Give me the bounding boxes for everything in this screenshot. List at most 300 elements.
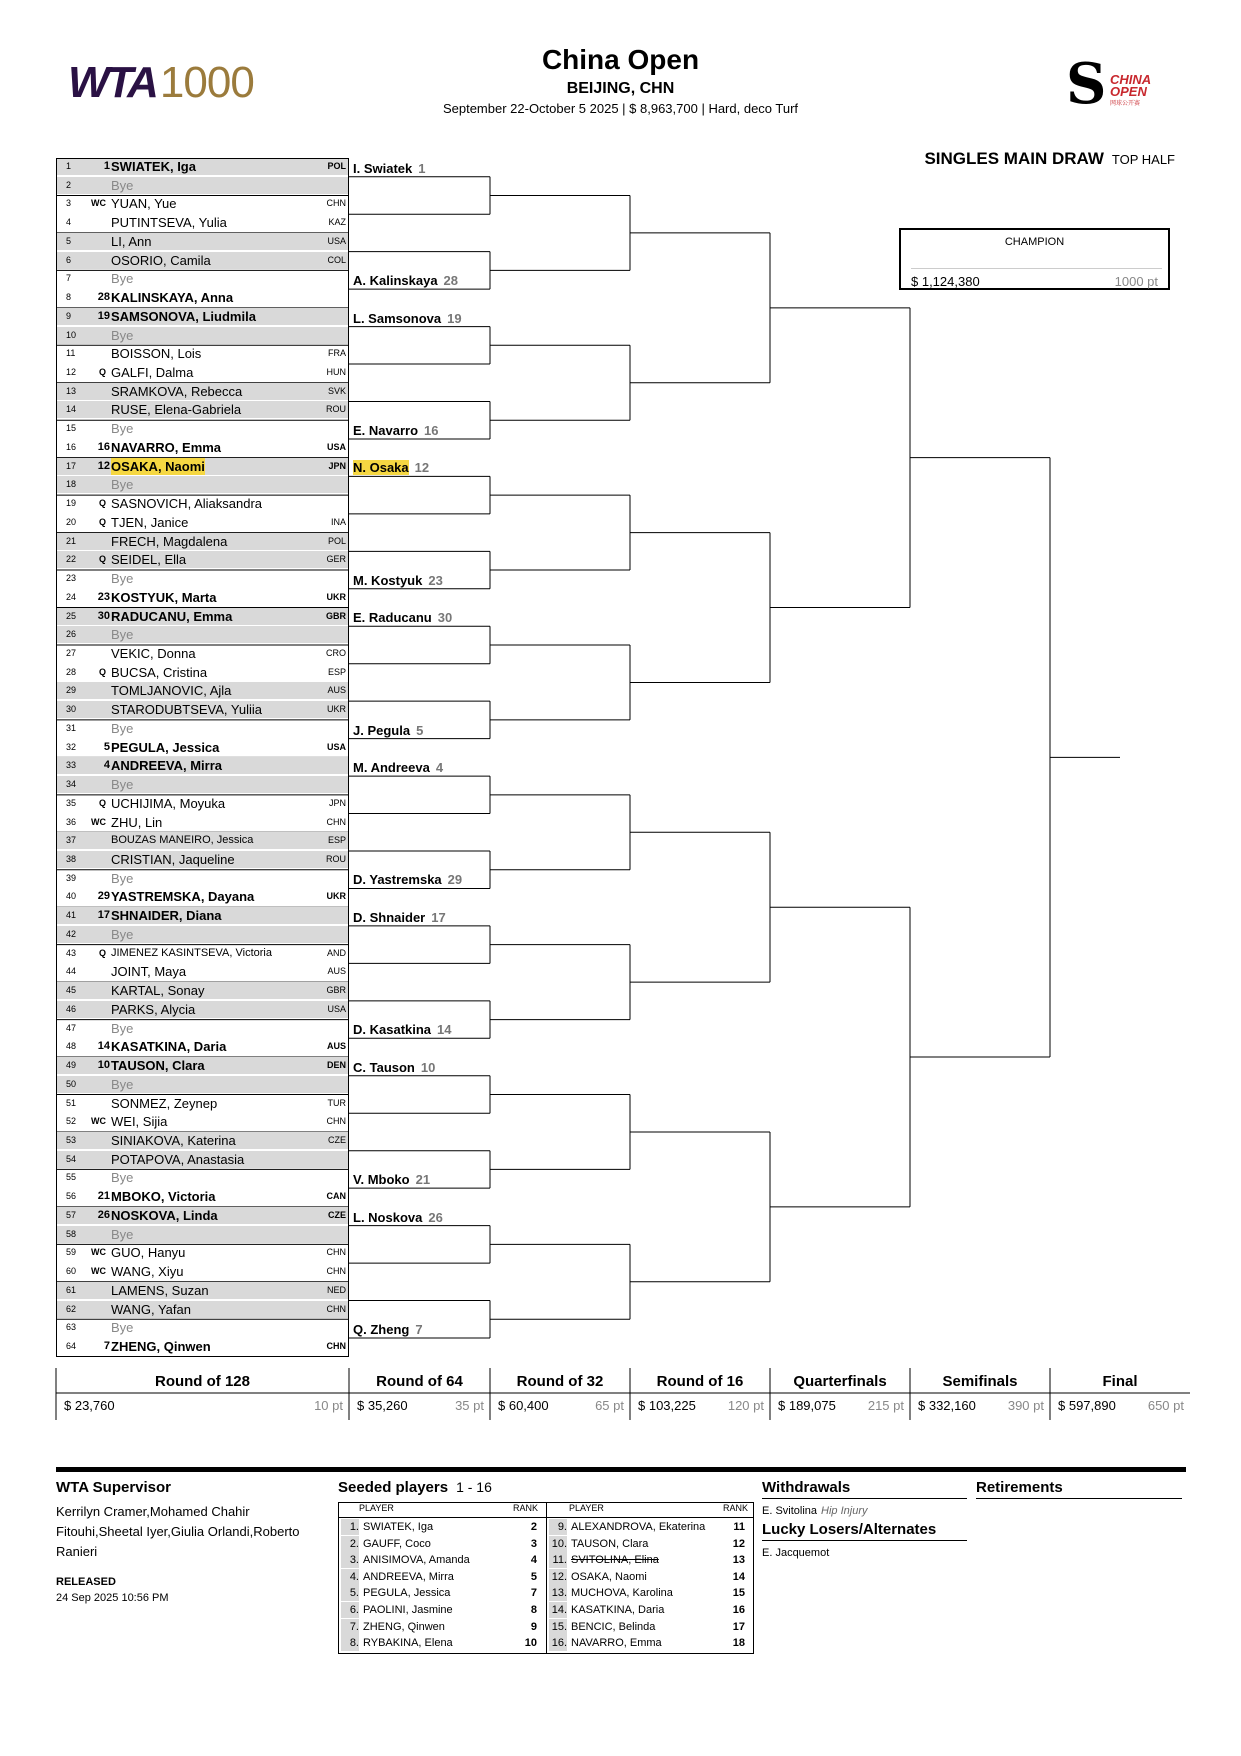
draw-row [56, 795, 349, 812]
draw-row [56, 420, 349, 437]
nationality: AUS [327, 966, 346, 977]
draw-row [56, 870, 349, 887]
nationality: POL [327, 535, 346, 546]
seed-player: ANISIMOVA, Amanda [363, 1554, 470, 1567]
seed-rank: 5 [530, 1570, 537, 1583]
winner-name: M. Andreeva [353, 760, 430, 776]
seeded-heading: Seeded players 1 - 16 [338, 1479, 492, 1496]
player-name: VEKIC, Donna [111, 645, 196, 661]
seed-row [549, 1519, 751, 1535]
winner-seed: 16 [424, 422, 439, 438]
draw-row [56, 963, 349, 980]
draw-position: 22 [66, 554, 77, 565]
nationality: DEN [326, 1060, 346, 1071]
nationality: NED [326, 1284, 346, 1295]
seed-number: 23 [97, 590, 110, 603]
nationality: USA [327, 235, 346, 246]
draw-position: 43 [66, 947, 77, 958]
round-name: Round of 64 [376, 1373, 463, 1390]
winner-seed: 4 [435, 760, 444, 776]
round-64-winner [353, 610, 452, 626]
draw-position: 49 [66, 1060, 77, 1071]
seed-number: 5 [103, 740, 110, 753]
draw-position: 46 [66, 1003, 77, 1014]
round-64-winner [353, 1210, 443, 1226]
ranking-points: 65 pt [595, 1398, 624, 1413]
nationality: USA [326, 441, 346, 452]
draw-row [56, 252, 349, 269]
seed-player: KASATKINA, Daria [571, 1604, 665, 1616]
lucky-losers-heading: Lucky Losers/Alternates [762, 1521, 967, 1541]
round-64-winner [353, 460, 429, 476]
player-name: SASNOVICH, Aliaksandra [111, 496, 263, 512]
draw-row [56, 926, 349, 943]
player-name: Bye [111, 1170, 134, 1186]
winner-seed: 29 [447, 872, 463, 888]
seed-row [341, 1635, 543, 1651]
winner-seed: 28 [443, 273, 459, 289]
entry-type: Q [98, 498, 106, 509]
draw-position: 25 [66, 610, 77, 621]
winner-seed: 23 [428, 572, 443, 588]
draw-position: 62 [66, 1303, 77, 1314]
player-name: Bye [111, 1020, 134, 1036]
draw-position: 53 [66, 1134, 77, 1145]
player-name: BOUZAS MANEIRO, Jessica [111, 834, 254, 847]
seed-index: 16. [549, 1635, 567, 1651]
seed-number: 16 [97, 440, 110, 453]
seed-player: ANDREEVA, Mirra [363, 1570, 454, 1583]
draw-position: 24 [66, 591, 77, 602]
nationality: CRO [326, 647, 346, 658]
seed-row [341, 1585, 543, 1601]
draw-row [56, 327, 349, 344]
draw-row [56, 1151, 349, 1168]
draw-row [56, 1188, 349, 1205]
draw-position: 32 [66, 741, 77, 752]
draw-position: 59 [66, 1247, 77, 1258]
round-64-winner [353, 1322, 423, 1338]
seed-number: 29 [97, 890, 110, 903]
seed-rank: 11 [733, 1521, 745, 1533]
round-prize [498, 1398, 630, 1413]
player-name: PEGULA, Jessica [111, 739, 220, 755]
winner-seed: 19 [447, 310, 462, 326]
draw-row [56, 1263, 349, 1280]
draw-row [56, 158, 349, 175]
seed-row [549, 1536, 751, 1552]
nationality: ESP [327, 666, 346, 677]
seed-player: RYBAKINA, Elena [363, 1637, 453, 1650]
draw-row [56, 289, 349, 306]
round-prize [1058, 1398, 1190, 1413]
player-name: TOMLJANOVIC, Ajla [111, 683, 232, 699]
draw-row [56, 907, 349, 924]
nationality: JPN [328, 460, 346, 471]
winner-seed: 5 [416, 722, 424, 738]
draw-row [56, 945, 349, 962]
seed-rank: 12 [732, 1537, 745, 1550]
nationality: ESP [327, 835, 346, 846]
winner-seed: 26 [428, 1209, 443, 1225]
tournament-location: BEIJING, CHN [566, 80, 675, 97]
player-name: Bye [111, 777, 134, 793]
draw-row [56, 851, 349, 868]
player-name: Bye [111, 870, 134, 886]
draw-position: 51 [66, 1097, 77, 1108]
round-prize [918, 1398, 1050, 1413]
round-name: Final [1102, 1373, 1138, 1390]
nationality: CZE [328, 1209, 346, 1220]
seed-col-header: RANK [513, 1503, 539, 1513]
player-name: STARODUBTSEVA, Yuliia [111, 702, 262, 718]
player-name: SEIDEL, Ella [111, 552, 187, 568]
draw-position: 31 [66, 722, 77, 733]
winner-seed: 14 [437, 1022, 452, 1038]
winner-seed: 12 [414, 460, 430, 476]
round-64-winner [353, 872, 462, 888]
released-date: 24 Sep 2025 10:56 PM [56, 1592, 169, 1604]
draw-row [56, 701, 349, 718]
player-name: ANDREEVA, Mirra [111, 758, 223, 774]
draw-position: 17 [66, 460, 77, 471]
nationality: TUR [327, 1097, 346, 1108]
nationality: FRA [328, 348, 346, 359]
player-name: ZHENG, Qinwen [111, 1338, 211, 1354]
winner-name: N. Osaka [353, 460, 409, 476]
player-name: Bye [111, 720, 134, 736]
player-name: POTAPOVA, Anastasia [111, 1151, 245, 1167]
winner-name: D. Shnaider [353, 909, 426, 925]
round-64-winner [353, 1060, 435, 1076]
ranking-points: 10 pt [314, 1398, 343, 1413]
seed-row [549, 1635, 751, 1651]
supervisor-names: Kerrilyn Cramer,Mohamed Chahir Fitouhi,Sheetal Iyer,Giulia Orlandi,Roberto Ranieri [56, 1504, 300, 1559]
seed-player: BENCIC, Belinda [571, 1620, 656, 1633]
prize-money: $ 103,225 [638, 1398, 696, 1413]
seed-number: 14 [97, 1040, 110, 1053]
draw-row [56, 1113, 349, 1130]
nationality: UKR [326, 704, 346, 715]
draw-row [56, 551, 349, 568]
player-name: OSORIO, Camila [111, 252, 211, 268]
entry-type: Q [98, 666, 106, 677]
winner-name: D. Yastremska [353, 872, 442, 888]
player-name: PUTINTSEVA, Yulia [111, 215, 227, 231]
seed-player: GAUFF, Coco [363, 1537, 431, 1550]
round-name: Round of 16 [656, 1373, 744, 1390]
draw-position: 47 [66, 1022, 77, 1033]
winner-name: L. Noskova [353, 1209, 423, 1225]
seed-index: 10. [549, 1536, 567, 1552]
seed-row [341, 1569, 543, 1585]
seed-rank: 7 [530, 1587, 537, 1600]
draw-row [56, 345, 349, 362]
prize-money: $ 597,890 [1058, 1398, 1116, 1413]
draw-position: 18 [66, 479, 77, 490]
round-prize [64, 1398, 349, 1413]
nationality: CAN [326, 1191, 346, 1202]
draw-row [56, 195, 349, 212]
draw-position: 16 [66, 441, 77, 452]
seed-index: 15. [549, 1619, 567, 1635]
draw-position: 58 [66, 1228, 77, 1239]
draw-title: SINGLES MAIN DRAW TOP HALF [924, 149, 1175, 168]
entry-type: WC [91, 1247, 106, 1258]
seed-rank: 9 [530, 1620, 537, 1633]
nationality: CHN [326, 816, 346, 827]
draw-position: 55 [66, 1172, 77, 1183]
draw-position: 28 [66, 666, 77, 677]
nationality: JPN [328, 797, 346, 808]
winner-name: E. Navarro [353, 422, 419, 438]
seed-row [341, 1619, 543, 1635]
draw-position: 27 [66, 647, 77, 658]
draw-position: 61 [66, 1284, 77, 1295]
draw-row [56, 645, 349, 662]
draw-position: 26 [66, 629, 77, 640]
winner-seed: 21 [415, 1172, 431, 1188]
seed-rank: 8 [530, 1604, 537, 1616]
draw-position: 38 [66, 854, 77, 864]
player-name: CRISTIAN, Jaqueline [111, 852, 235, 867]
draw-row [56, 233, 349, 250]
round-64-winner [353, 161, 425, 177]
draw-position: 5 [66, 235, 72, 246]
lucky-loser-item: E. Jacquemot [762, 1547, 830, 1559]
draw-row [56, 664, 349, 681]
draw-row [56, 1319, 349, 1336]
draw-position: 36 [66, 816, 77, 827]
draw-row [56, 1282, 349, 1299]
entry-type: Q [98, 367, 106, 378]
seed-index: 14. [549, 1602, 567, 1618]
player-name: KARTAL, Sonay [111, 983, 205, 999]
draw-row [56, 1057, 349, 1074]
draw-position: 45 [66, 985, 77, 996]
draw-row [56, 1038, 349, 1055]
player-name: Bye [111, 627, 134, 643]
draw-position: 56 [66, 1191, 77, 1202]
seed-index: 8. [341, 1635, 359, 1651]
player-name: LI, Ann [111, 233, 152, 249]
draw-row [56, 589, 349, 606]
seed-row [549, 1602, 751, 1618]
entry-type: Q [98, 797, 106, 808]
round-64-winner [353, 1172, 430, 1188]
draw-position: 15 [66, 423, 77, 434]
seeded-players-table [338, 1502, 754, 1654]
round-name: Round of 32 [516, 1373, 604, 1390]
round-prize [357, 1398, 490, 1413]
seed-index: 5. [341, 1585, 359, 1601]
player-name: TJEN, Janice [111, 514, 189, 530]
nationality: AND [326, 947, 346, 958]
player-name: WEI, Sijia [111, 1114, 168, 1130]
prize-money: $ 60,400 [498, 1398, 549, 1413]
wta-logo-text: WTA [68, 58, 156, 107]
round-64-winner [353, 273, 458, 289]
draw-position: 30 [66, 704, 77, 715]
draw-row [56, 570, 349, 587]
winner-seed: 7 [415, 1321, 423, 1337]
player-name: BOISSON, Lois [111, 346, 202, 362]
player-name: Bye [111, 571, 134, 587]
divider [56, 1467, 1186, 1472]
draw-position: 9 [66, 310, 72, 321]
winner-seed: 30 [437, 610, 453, 626]
nationality: GBR [326, 985, 346, 996]
player-name: SWIATEK, Iga [111, 159, 196, 174]
nationality: CHN [326, 1266, 346, 1277]
player-name: NOSKOVA, Linda [111, 1207, 218, 1223]
draw-row [56, 383, 349, 400]
seed-player: PEGULA, Jessica [363, 1587, 451, 1600]
draw-position: 2 [66, 179, 72, 190]
ranking-points: 35 pt [455, 1398, 484, 1413]
draw-row [56, 626, 349, 643]
draw-position: 1 [66, 161, 72, 171]
draw-row [56, 1244, 349, 1261]
player-name: MBOKO, Victoria [111, 1189, 216, 1205]
seed-row [549, 1552, 751, 1568]
draw-row [56, 1207, 349, 1224]
nationality: GBR [326, 610, 346, 621]
draw-position: 33 [66, 760, 77, 771]
draw-position: 63 [66, 1322, 77, 1333]
draw-position: 23 [66, 573, 77, 584]
seed-number: 28 [97, 291, 110, 304]
draw-row [56, 1301, 349, 1318]
seed-number: 21 [97, 1190, 110, 1203]
seed-player: ALEXANDROVA, Ekaterina [571, 1521, 706, 1533]
draw-position: 3 [66, 198, 72, 209]
draw-row [56, 682, 349, 699]
draw-position: 64 [66, 1340, 77, 1351]
player-name: WANG, Yafan [111, 1301, 191, 1317]
prize-money: $ 35,260 [357, 1398, 408, 1413]
seed-rank: 14 [732, 1570, 745, 1583]
player-name: Bye [111, 1226, 134, 1242]
draw-position: 13 [66, 385, 77, 396]
round-64-winner [353, 573, 443, 589]
entry-type: Q [98, 554, 106, 565]
champion-prize: $ 1,124,380 [911, 274, 980, 289]
released-label: RELEASED [56, 1576, 116, 1588]
draw-position: 29 [66, 685, 77, 696]
champion-points: 1000 pt [1114, 274, 1158, 289]
wta-tier-text: 1000 [159, 58, 254, 107]
player-name: PARKS, Alycia [111, 1001, 196, 1017]
china-open-logo: S CHINA OPEN 网球公开赛 [1066, 51, 1152, 117]
draw-position: 12 [66, 367, 77, 378]
draw-position: 39 [66, 872, 77, 883]
draw-row [56, 1226, 349, 1243]
draw-position: 42 [66, 928, 77, 939]
prize-money: $ 332,160 [918, 1398, 976, 1413]
seed-index: 2. [341, 1536, 359, 1552]
seed-number: 1 [103, 160, 110, 172]
winner-name: J. Pegula [353, 722, 411, 738]
draw-position: 44 [66, 966, 77, 977]
draw-row [56, 720, 349, 737]
tournament-info: September 22-October 5 2025 | $ 8,963,700 | Hard, deco Turf [442, 101, 799, 116]
round-64-winner [353, 423, 439, 439]
entry-type: WC [91, 816, 106, 827]
round-name: Semifinals [942, 1373, 1018, 1390]
draw-row [56, 533, 349, 550]
seed-row [341, 1552, 543, 1568]
round-name: Quarterfinals [793, 1373, 887, 1390]
winner-name: I. Swiatek [353, 160, 413, 176]
entry-type: WC [91, 1116, 106, 1127]
round-64-winner [353, 723, 423, 739]
player-name: KALINSKAYA, Anna [111, 290, 234, 306]
draw-row [56, 1095, 349, 1112]
winner-name: L. Samsonova [353, 310, 442, 326]
seed-rank: 2 [530, 1521, 537, 1533]
player-name: SONMEZ, Zeynep [111, 1095, 218, 1111]
draw-position: 7 [66, 273, 72, 284]
draw-row [56, 832, 349, 849]
draw-row [56, 364, 349, 381]
seed-rank: 10 [524, 1637, 537, 1650]
seed-player: NAVARRO, Emma [571, 1637, 662, 1650]
seed-rank: 18 [732, 1637, 745, 1650]
seed-number: 7 [103, 1339, 110, 1352]
seed-index: 3. [341, 1552, 359, 1568]
draw-position: 35 [66, 797, 77, 808]
draw-half: TOP HALF [1111, 152, 1175, 167]
draw-position: 60 [66, 1266, 77, 1277]
seed-number: 17 [97, 909, 110, 922]
nationality: CHN [326, 1340, 346, 1351]
nationality: ROU [326, 854, 346, 864]
draw-row [56, 308, 349, 325]
nationality: USA [326, 741, 346, 752]
player-name: WANG, Xiyu [111, 1264, 184, 1280]
player-name: UCHIJIMA, Moyuka [111, 795, 226, 811]
player-name: GALFI, Dalma [111, 365, 194, 381]
seed-player: PAOLINI, Jasmine [363, 1604, 453, 1616]
round-64-winner [353, 311, 462, 327]
seed-rank: 16 [732, 1604, 745, 1616]
draw-position: 6 [66, 254, 72, 265]
seed-index: 7. [341, 1619, 359, 1635]
draw-position: 10 [66, 329, 77, 340]
retirements-heading: Retirements [976, 1479, 1182, 1499]
ranking-points: 650 pt [1147, 1398, 1184, 1413]
draw-row [56, 982, 349, 999]
draw-position: 48 [66, 1041, 77, 1052]
draw-row [56, 1169, 349, 1186]
player-name: Bye [111, 177, 134, 193]
entry-type: Q [98, 516, 106, 527]
round-prize [778, 1398, 910, 1413]
winner-seed: 10 [420, 1059, 436, 1075]
draw-row [56, 514, 349, 531]
seed-index: 13. [549, 1585, 567, 1601]
ranking-points: 390 pt [1007, 1398, 1044, 1413]
nationality: UKR [326, 891, 346, 902]
withdrawals-heading: Withdrawals [762, 1479, 967, 1499]
winner-name: V. Mboko [353, 1172, 410, 1188]
seed-player: ZHENG, Qinwen [363, 1620, 445, 1633]
seed-player: TAUSON, Clara [571, 1537, 649, 1550]
nationality: POL [327, 161, 346, 171]
draw-row [56, 401, 349, 418]
winner-name: M. Kostyuk [353, 572, 423, 588]
